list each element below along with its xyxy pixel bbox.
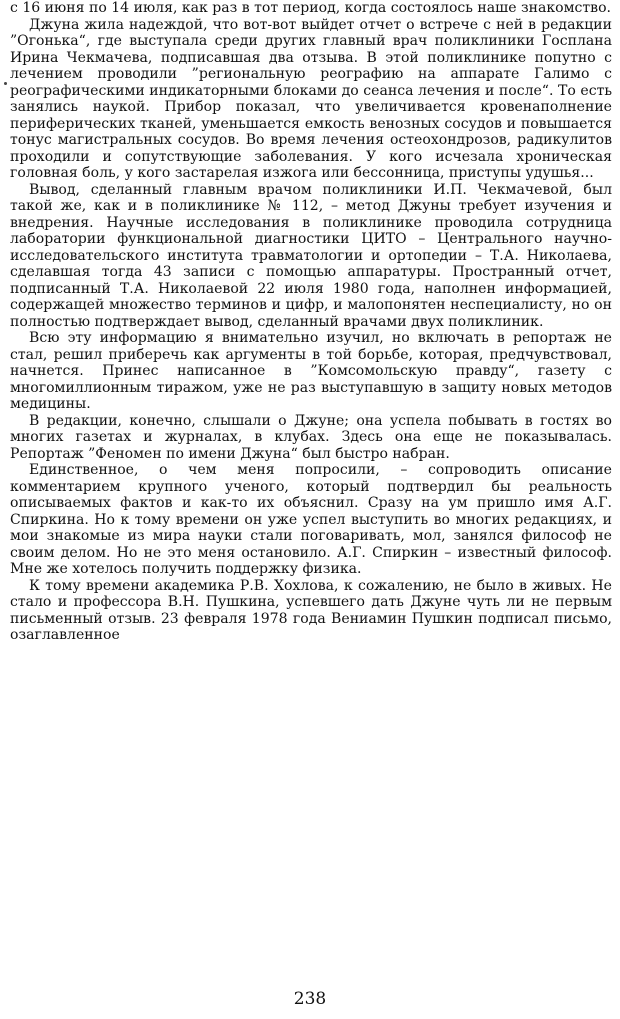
paragraph-1: с 16 июня по 14 июля, как раз в тот период, когда состоялось наше знакомство. xyxy=(10,0,612,16)
paragraph-5: В редакции, конечно, слышали о Джуне; она успела побывать в гостях во многих газетах и журналах, в клубах. Здесь она еще не показывалась. Репортаж ”Феномен по имени Джуна“ был быстро набран. xyxy=(10,412,612,462)
paragraph-6: Единственное, о чем меня попросили, – сопроводить описание комментарием крупного ученого, который подтвердил бы реальность описываемых фактов и как-то их объяснил. Сразу на ум пришло имя А.Г. Спиркина. Но к тому времени он уже успел выступить во многих редакциях, и мои знакомые из мира науки стали поговаривать, мол, занялся философ не своим делом. Но не это меня остановило. А.Г. Спиркин – известный философ. Мне же хотелось получить поддержку физика. xyxy=(10,462,612,577)
book-page xyxy=(10,0,612,1019)
paragraph-4: Всю эту информацию я внимательно изучил, но включать в репортаж не стал, решил приберечь как аргументы в той борьбе, которая, предчувствовал, начнется. Принес написанное в ”Комсомольскую правду“, газету с многомиллионным тиражом, уже не раз выступавшую в защиту новых методов медицины. xyxy=(10,330,612,412)
page-number: 238 xyxy=(293,989,327,1009)
paragraph-3: Вывод, сделанный главным врачом поликлиники И.П. Чекмачевой, был такой же, как и в поликлинике № 112, – метод Джуны требует изучения и внедрения. Научные исследования в поликлинике проводила сотрудница лаборатории функциональной диагностики ЦИТО – Центрального научно-исследовательского института травматологии и ортопедии – Т.А. Николаева, сделавшая тогда 43 записи с помощью аппаратуры. Пространный отчет, подписанный Т.А. Николаевой 22 июля 1980 года, наполнен информацией, содержащей множество терминов и цифр, и малопонятен неспециалисту, но он полностью подтверждает вывод, сделанный врачами двух поликлиник. xyxy=(10,181,612,330)
paragraph-7: К тому времени академика Р.В. Хохлова, к сожалению, не было в живых. Не стало и профессора В.Н. Пушкина, успевшего дать Джуне чуть ли не первым письменный отзыв. 23 февраля 1978 года Вениамин Пушкин подписал письмо, озаглавленное xyxy=(10,577,612,643)
paragraph-2: Джуна жила надеждой, что вот-вот выйдет отчет о встрече с ней в редакции ”Огонька“, где выступала среди других главный врач поликлиники Госплана Ирина Чекмачева, подписавшая два отзыва. В этой поликлинике попутно с лечением проводили ”региональную реографию на аппарате Галимо с реографическими индикаторными блоками до сеанса лечения и после“. То есть занялись наукой. Прибор показал, что увеличивается кровенаполнение периферических тканей, уменьшается емкость венозных сосудов и повышается тонус магистральных сосудов. Во время лечения остеохондрозов, радикулитов проходили и сопутствующие заболевания. У кого исчезала хроническая головная боль, у кого застарелая изжога или бессонница, приступы удушья... xyxy=(10,16,612,181)
scan-speck xyxy=(4,82,7,85)
